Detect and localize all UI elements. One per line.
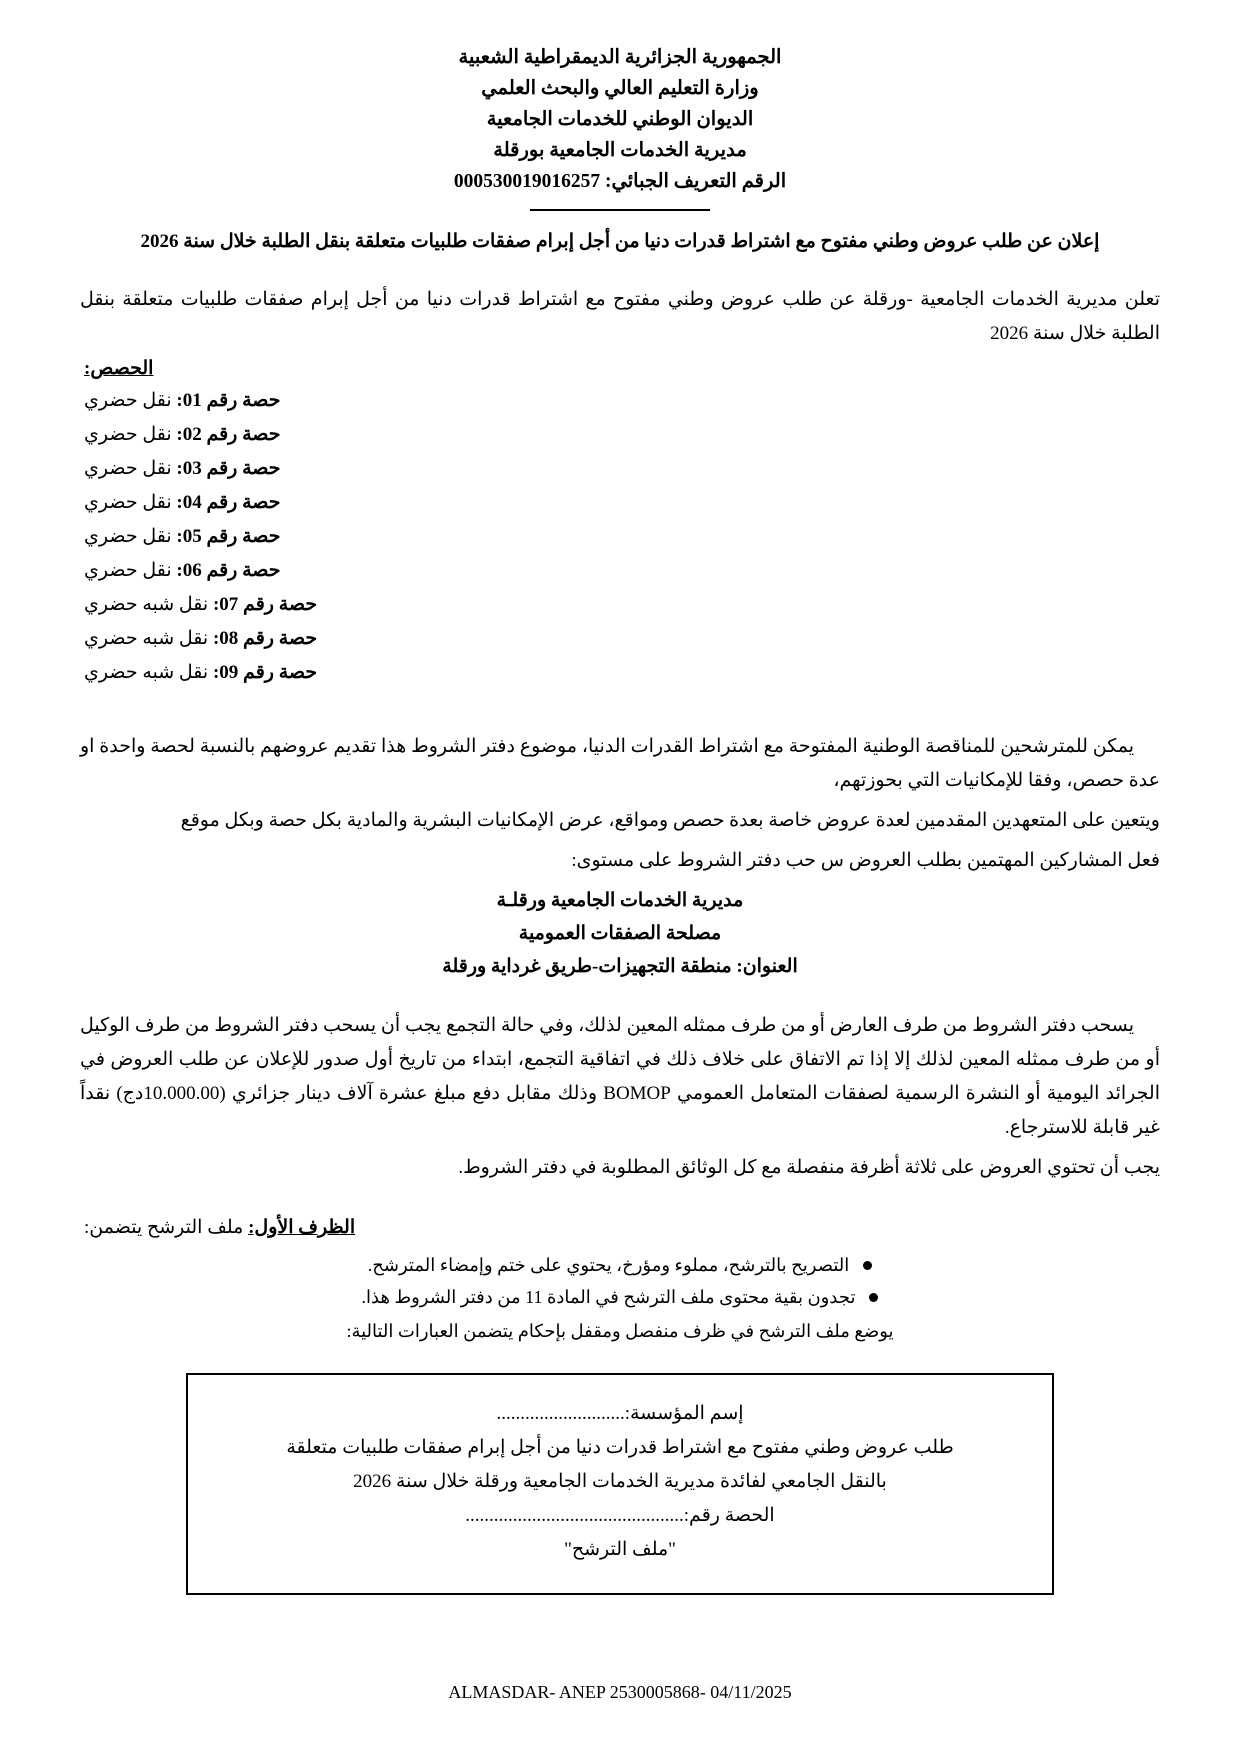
list-item	[80, 656, 1160, 690]
header-line-ministry: وزارة التعليم العالي والبحث العلمي	[481, 78, 759, 99]
lot-value: نقل حضري	[84, 390, 172, 411]
body-paragraph-3: فعل المشاركين المهتمين بطلب العروض س حب دفتر الشروط على مستوى:	[571, 850, 1160, 871]
spacer	[80, 983, 1160, 1009]
list-item	[80, 418, 1160, 452]
header-line-tax-id: الرقم التعريف الجبائي: 000530019016257	[453, 171, 787, 192]
lot-label: حصة رقم 09:	[212, 662, 318, 683]
list-item	[80, 384, 1160, 418]
page-title: إعلان عن طلب عروض وطني مفتوح مع اشتراط قدرات دنيا من أجل إبرام صفقات طلبيات متعلقة بنقل الطلبة خلال سنة 2026	[140, 231, 1100, 252]
envelope-one-subtitle: ملف الترشح يتضمن:	[84, 1217, 249, 1238]
frame-tender-line-1: طلب عروض وطني مفتوح مع اشتراط قدرات دنيا من أجل إبرام صفقات طلبيات متعلقة	[286, 1437, 954, 1458]
withdrawal-paragraph: يسحب دفتر الشروط من طرف العارض أو من طرف ممثله المعين لذلك، وفي حالة التجمع يجب أن يسحب دفتر الشروط من طرف الوكيل أو من طرف ممثله المعين لذلك إلا إذا تم الاتفاق على خلاف ذلك في اتفاقية التجمع، ابتداء من تاريخ أول صدور للإعلان عن طلب العروض في الجرائد اليومية أو النشرة الرسمية لصفقات المتعامل العمومي BOMOP وذلك مقابل دفع مبلغ عشرة آلاف دينار جزائري (10.000.00دج) نقداً غير قابلة للاسترجاع.	[80, 1015, 1160, 1138]
frame-institution-name: إسم المؤسسة:...........................	[496, 1403, 744, 1424]
lot-value: نقل حضري	[84, 526, 172, 547]
body-paragraph-1: يمكن للمترشحين للمناقصة الوطنية المفتوحة مع اشتراط القدرات الدنيا، موضوع دفتر الشروط هذا تقديم عروضهم بالنسبة لحصة واحدة او عدة حصص، وفقا للإمكانيات التي بحوزتهم،	[80, 736, 1160, 791]
lots-list	[80, 384, 1160, 690]
envelope-one-bullets	[80, 1249, 1160, 1313]
header-divider	[530, 209, 710, 211]
spacer	[80, 1191, 1160, 1205]
lot-value: نقل حضري	[84, 458, 172, 479]
lots-heading: الحصص:	[84, 358, 154, 379]
address-directorate: مديرية الخدمات الجامعية ورقلـة	[496, 890, 744, 911]
header-line-republic: الجمهورية الجزائرية الديمقراطية الشعبية	[458, 47, 782, 68]
frame-tender-line-2: بالنقل الجامعي لفائدة مديرية الخدمات الجامعية ورقلة خلال سنة 2026	[353, 1471, 887, 1492]
lot-label: حصة رقم 08:	[212, 628, 318, 649]
spacer	[80, 690, 1160, 730]
envelope-one-note: يوضع ملف الترشح في ظرف منفصل ومقفل بإحكام يتضمن العبارات التالية:	[346, 1321, 894, 1341]
lot-label: حصة رقم 05:	[176, 526, 281, 547]
envelope-one-heading	[80, 1211, 1160, 1245]
list-item	[80, 520, 1160, 554]
bullet-text: التصريح بالترشح، مملوء ومؤرخ، يحتوي على ختم وإمضاء المترشح.	[367, 1255, 850, 1275]
frame-file-label: "ملف الترشح"	[564, 1539, 676, 1560]
envelope-label-frame	[186, 1373, 1054, 1595]
lot-label: حصة رقم 06:	[176, 560, 281, 581]
bullet-dot-icon	[869, 1293, 878, 1302]
list-item	[80, 1281, 1160, 1313]
lot-label: حصة رقم 04:	[176, 492, 281, 513]
lot-value: نقل شبه حضري	[84, 594, 209, 615]
envelopes-requirement: يجب أن تحتوي العروض على ثلاثة أظرفة منفصلة مع كل الوثائق المطلوبة في دفتر الشروط.	[458, 1157, 1160, 1178]
envelope-one-label: الظرف الأول:	[248, 1217, 356, 1238]
lot-value: نقل حضري	[84, 560, 172, 581]
address-department: مصلحة الصفقات العمومية	[518, 923, 722, 944]
address-street: العنوان: منطقة التجهيزات-طريق غرداية ورقلة	[442, 956, 798, 977]
address-block	[80, 884, 1160, 983]
list-item	[80, 588, 1160, 622]
body-paragraph-2: ويتعين على المتعهدين المقدمين لعدة عروض خاصة بعدة حصص ومواقع، عرض الإمكانيات البشرية والمادية بكل حصة وبكل موقع	[180, 810, 1160, 831]
lot-value: نقل حضري	[84, 492, 172, 513]
bullet-text: تجدون بقية محتوى ملف الترشح في المادة 11 من دفتر الشروط هذا.	[361, 1287, 856, 1307]
list-item	[80, 622, 1160, 656]
lot-value: نقل شبه حضري	[84, 662, 209, 683]
document-footer: ALMASDAR- ANEP 2530005868- 04/11/2025	[448, 1682, 792, 1702]
lot-label: حصة رقم 01:	[176, 390, 281, 411]
header-line-directorate: مديرية الخدمات الجامعية بورقلة	[493, 140, 747, 161]
lot-label: حصة رقم 07:	[212, 594, 318, 615]
intro-paragraph: تعلن مديرية الخدمات الجامعية -ورقلة عن طلب عروض وطني مفتوح مع اشتراط قدرات دنيا من أجل إبرام صفقات طلبيات متعلقة بنقل الطلبة خلال سنة 2026	[80, 289, 1160, 344]
lot-value: نقل شبه حضري	[84, 628, 209, 649]
bullet-dot-icon	[863, 1261, 872, 1270]
list-item	[80, 554, 1160, 588]
lot-label: حصة رقم 03:	[176, 458, 281, 479]
header-line-office: الديوان الوطني للخدمات الجامعية	[486, 109, 754, 130]
lot-label: حصة رقم 02:	[176, 424, 281, 445]
frame-lot-number: الحصة رقم:..............................................	[465, 1505, 775, 1526]
list-item	[80, 486, 1160, 520]
document-header	[80, 42, 1160, 197]
list-item	[80, 1249, 1160, 1281]
lot-value: نقل حضري	[84, 424, 172, 445]
list-item	[80, 452, 1160, 486]
